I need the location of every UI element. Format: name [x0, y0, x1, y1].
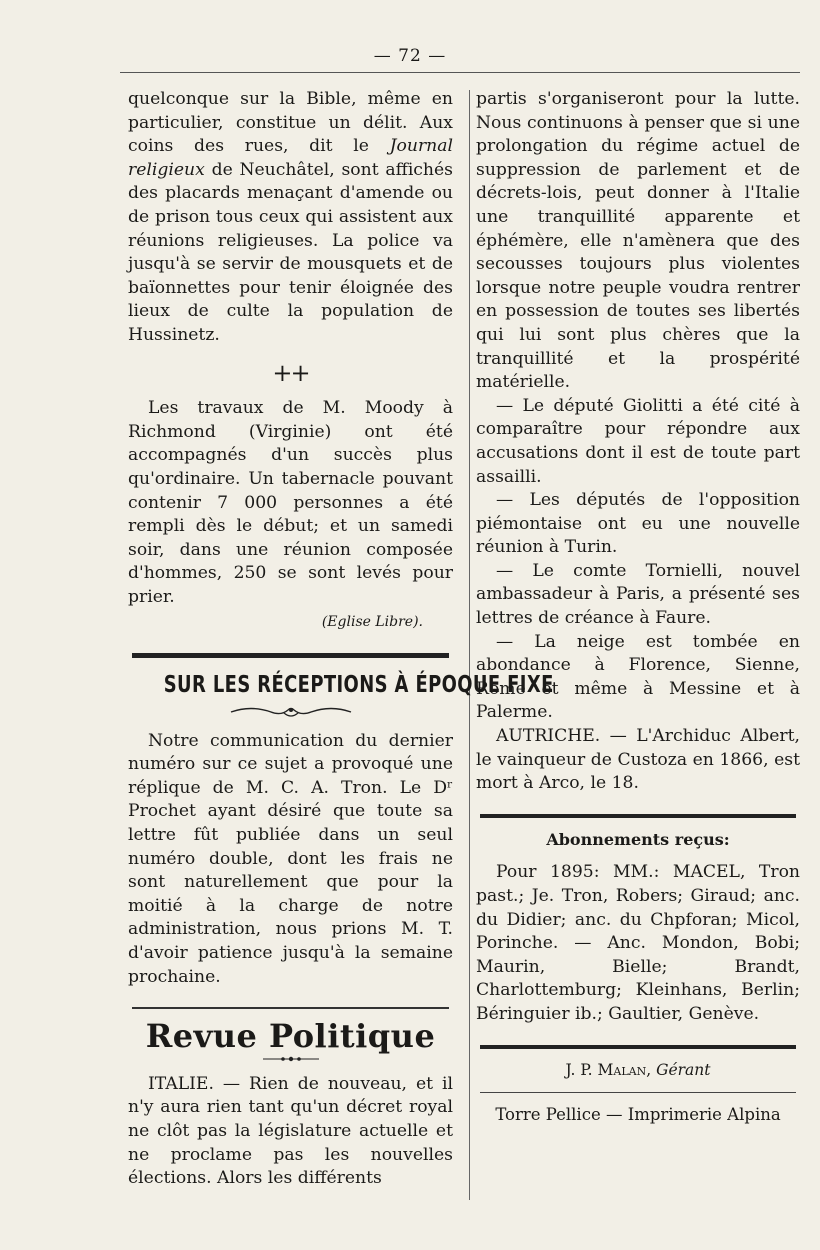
news-neige: — La neige est tombée en abondance à Florence, Sienne, Rome et même à Messine et à Palerme. — [476, 631, 800, 723]
signature-rule — [480, 1045, 796, 1049]
imprint: Torre Pellice — Imprimerie Alpina — [495, 1105, 781, 1125]
news-tornielli: — Le comte Tornielli, nouvel ambassadeur à Paris, a présenté ses lettres de créance à Faure. — [476, 560, 800, 629]
imprint-rule — [480, 1092, 796, 1093]
header-rule — [120, 72, 800, 73]
article-moody: Les travaux de M. Moody à Richmond (Virginie) ont été accompagnés d'un succès plus qu'ordinaire. Un tabernacle pouvant contenir 7 000 personnes a été rempli dès le début; et un samedi soir, dans une réunion composée d'hommes, 250 se sont levés pour prier. — [128, 398, 453, 607]
cross-separator: ++ — [272, 358, 309, 387]
signature — [476, 1059, 800, 1083]
page-number: — 72 — — [373, 46, 447, 66]
article-italie-cont: partis s'organiseront pour la lutte. Nous continuons à penser que si une prolongation du régime actuel de suppression de parlement et de décrets-lois, peut donner à l'Italie une tranquillité apparente et éphémère, elle n'amènera que des secousses toujours plus violentes lorsque notre peuple voudra rentrer en possession de toutes ses libertés qui lui sont plus chères que la tranquillité et la prospérité matérielle. — [476, 89, 800, 393]
column-divider — [469, 90, 470, 1200]
signature-name: J. P. Malan, — [565, 1060, 652, 1079]
signature-role: Gérant — [656, 1060, 711, 1079]
right-column — [476, 88, 800, 1127]
article-italie: ITALIE. — Rien de nouveau, et il n'y aura rien tant qu'un décret royal ne clôt pas la législature actuelle et ne proclame pas les nouvelles élections. Alors les différents — [128, 1073, 453, 1189]
article-hussinetz: quelconque sur la Bible, même en particulier, constitue un délit. Aux coins des rues, dit le Journal religieux de Neuchâtel, sont affichés des placards menaçant d'amende ou de prison tous ceux qui assistent aux réunions religieuses. La police va jusqu'à se servir de mousquets et de baïonnettes pour tenir éloignée des lieux de culte la population de Hussinetz. — [128, 89, 453, 345]
dash-ornament-icon — [261, 1055, 321, 1063]
section-rule — [132, 653, 449, 658]
news-autriche: AUTRICHE. — L'Archiduc Albert, le vainqueur de Custoza en 1866, est mort à Arco, le 18. — [476, 726, 800, 794]
ornament-icon — [226, 704, 356, 720]
section-rule-politique — [132, 1007, 449, 1009]
subscriptions-list: Pour 1895: MM.: MACEL, Tron past.; Je. Tron, Robers; Giraud; anc. du Didier; anc. du Chpforan; Micol, Porinche. — Anc. Mondon, Bobi; Maurin, Bielle; Brandt, Charlottemburg; Kleinhans, Berlin; Béringuier ib.; Gaultier, Genève. — [476, 862, 800, 1024]
subscriptions-title: Abonnements reçus: — [546, 829, 730, 849]
left-column — [128, 88, 554, 1191]
news-opposition: — Les députés de l'opposition piémontaise ont eu une nouvelle réunion à Turin. — [476, 490, 800, 558]
section-title-receptions: SUR LES RÉCEPTIONS À ÉPOQUE FIXE — [163, 672, 554, 699]
article-receptions: Notre communication du dernier numéro sur ce sujet a provoqué une réplique de M. C. A. Tron. Le Dʳ Prochet ayant désiré que toute sa lettre fût publiée dans un seul numéro double, dont les frais ne sont naturellement que pour la moitié à la charge de notre administration, nous prions M. T. d'avoir patience jusqu'à la semaine prochaine. — [128, 730, 453, 987]
revue-politique-title: Revue Politique — [145, 1017, 436, 1056]
source-citation: (Eglise Libre). — [321, 614, 423, 631]
news-giolitti: — Le député Giolitti a été cité à comparaître pour répondre aux accusations dont il est de toute part assailli. — [476, 395, 800, 487]
subscriptions-rule — [480, 814, 796, 818]
